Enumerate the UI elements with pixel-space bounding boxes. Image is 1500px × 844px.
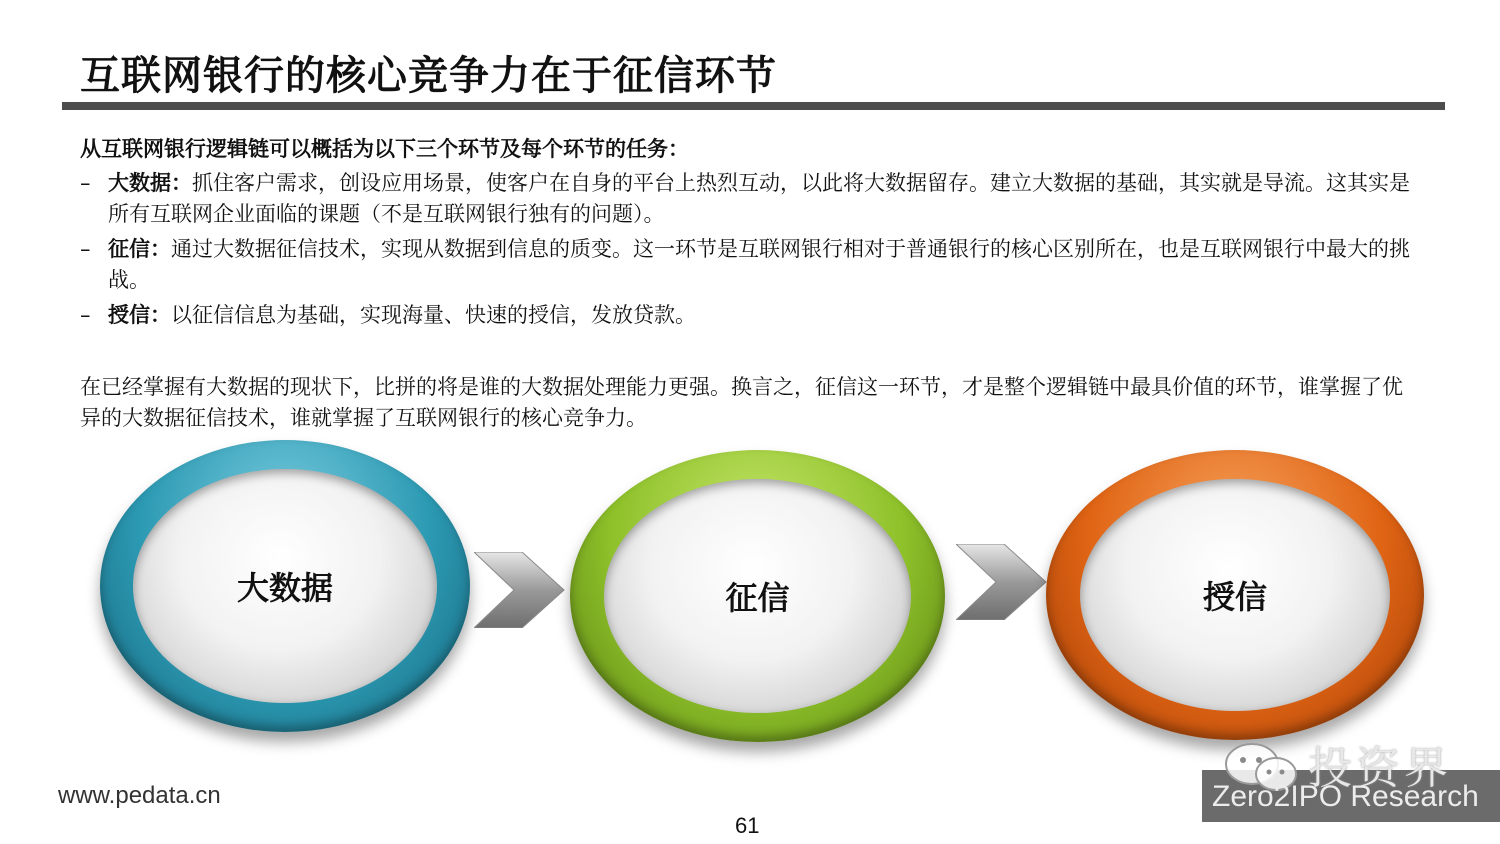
step-label: 大数据	[236, 568, 333, 607]
step-core	[1080, 479, 1390, 711]
step-credit-granting	[1046, 450, 1424, 740]
step-label: 征信	[725, 578, 790, 617]
step-core	[133, 469, 436, 703]
process-flow	[0, 440, 1500, 750]
brand-name-en: Zero2IPO Research	[1212, 780, 1479, 813]
step-label: 授信	[1202, 578, 1267, 616]
bullet-text: 以征信信息为基础，实现海量、快速的授信，发放贷款。	[171, 303, 696, 327]
bullet-marker: –	[80, 303, 91, 327]
title-divider	[62, 102, 1445, 110]
list-item	[80, 300, 1420, 331]
conclusion-text: 在已经掌握有大数据的现状下，比拼的将是谁的大数据处理能力更强。换言之，征信这一环节，才是整个逻辑链中最具价值的环节，谁掌握了优异的大数据征信技术，谁就掌握了互联网银行的核心竞争力。	[80, 375, 1403, 430]
step-big-data	[100, 440, 470, 732]
page-title: 互联网银行的核心竞争力在于征信环节	[80, 53, 777, 99]
chevron-right-icon	[956, 544, 1048, 620]
task-list	[80, 168, 1420, 335]
website-url: www.pedata.cn	[58, 782, 221, 809]
chevron-right-icon	[474, 552, 566, 628]
list-item	[80, 234, 1420, 296]
bullet-term: 大数据：	[108, 171, 192, 195]
page-number: 61	[735, 813, 760, 838]
step-credit-reporting	[570, 450, 945, 742]
brand-name-cn: 投资界	[1308, 743, 1452, 794]
bullet-marker: –	[80, 237, 91, 261]
step-core	[604, 479, 912, 713]
list-item	[80, 168, 1420, 230]
bullet-term: 授信：	[108, 303, 171, 327]
intro-text: 从互联网银行逻辑链可以概括为以下三个环节及每个环节的任务：	[80, 137, 689, 161]
bullet-text: 抓住客户需求，创设应用场景，使客户在自身的平台上热烈互动，以此将大数据留存。建立大数据的基础，其实就是导流。这其实是所有互联网企业面临的课题（不是互联网银行独有的问题）。	[108, 171, 1410, 226]
bullet-term: 征信：	[108, 237, 171, 261]
bullet-text: 通过大数据征信技术，实现从数据到信息的质变。这一环节是互联网银行相对于普通银行的核心区别所在，也是互联网银行中最大的挑战。	[108, 237, 1410, 292]
bullet-marker: –	[80, 171, 91, 195]
